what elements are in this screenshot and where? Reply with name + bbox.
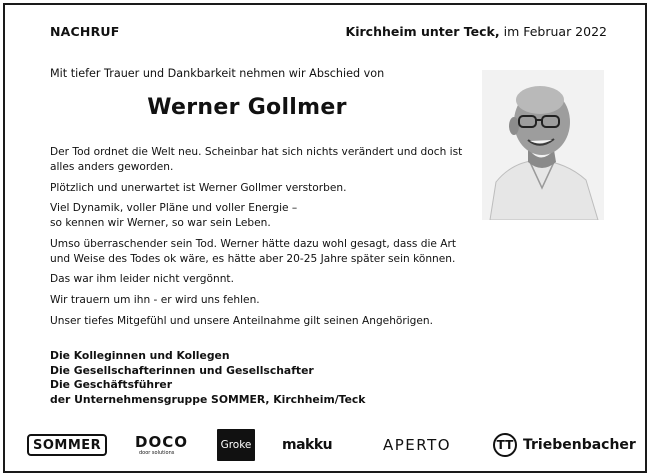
paragraph-line: so kennen wir Werner, so war sein Leben.	[50, 217, 271, 230]
doco-tagline: door solutions	[139, 449, 175, 456]
paragraph-line: Viel Dynamik, voller Pläne und voller Energie –	[50, 202, 298, 215]
signers-block	[50, 349, 365, 407]
doco-logo	[135, 429, 188, 461]
notice-type: NACHRUF	[50, 24, 120, 39]
paragraph-line: und Weise des Todes ok wäre, es hätte aber 20-25 Jahre später sein können.	[50, 252, 456, 265]
company-logos	[27, 429, 636, 461]
notice-date: im Februar 2022	[503, 24, 607, 39]
paragraph	[50, 201, 470, 231]
paragraph-line: Plötzlich und unerwartet ist Werner Gollmer verstorben.	[50, 181, 347, 194]
portrait-photo	[482, 70, 604, 220]
paragraph-line: Unser tiefes Mitgefühl und unsere Anteilnahme gilt seinen Angehörigen.	[50, 314, 434, 327]
aperto-logo: APERTO	[383, 436, 452, 454]
paragraph-line: Wir trauern um ihn - er wird uns fehlen.	[50, 293, 260, 306]
signer-line: der Unternehmensgruppe SOMMER, Kirchheim/Teck	[50, 392, 366, 406]
place-date	[346, 24, 607, 39]
triebenbacher-logo	[493, 429, 636, 461]
signer-line: Die Kolleginnen und Kollegen	[50, 349, 230, 362]
obituary-body	[50, 145, 470, 334]
paragraph-line: alles anders geworden.	[50, 161, 174, 173]
paragraph-line: Das war ihm leider nicht vergönnt.	[50, 273, 234, 286]
sommer-logo: SOMMER	[27, 434, 107, 456]
paragraph	[50, 181, 470, 196]
portrait-image	[482, 70, 604, 220]
signer-line: Die Gesellschafterinnen und Gesellschafter	[50, 363, 314, 377]
triebenbacher-mark: TT	[493, 433, 517, 457]
paragraph	[50, 145, 470, 175]
paragraph-line: Umso überraschender sein Tod. Werner hätte dazu wohl gesagt, dass die Art	[50, 237, 457, 250]
groke-logo: Groke	[217, 429, 255, 461]
triebenbacher-wordmark: Triebenbacher	[523, 437, 636, 453]
makku-logo: makku	[282, 437, 333, 453]
doco-wordmark: DOCO	[135, 432, 188, 451]
paragraph	[50, 293, 470, 308]
paragraph-line: Der Tod ordnet die Welt neu. Scheinbar hat sich nichts verändert und doch ist	[50, 146, 463, 158]
deceased-name: Werner Gollmer	[147, 95, 347, 120]
paragraph	[50, 272, 470, 287]
paragraph	[50, 314, 470, 329]
notice-place: Kirchheim unter Teck,	[345, 24, 500, 39]
intro-text: Mit tiefer Trauer und Dankbarkeit nehmen wir Abschied von	[50, 67, 385, 80]
paragraph	[50, 237, 470, 267]
signer-line: Die Geschäftsführer	[50, 378, 173, 392]
obituary-notice	[3, 3, 647, 473]
